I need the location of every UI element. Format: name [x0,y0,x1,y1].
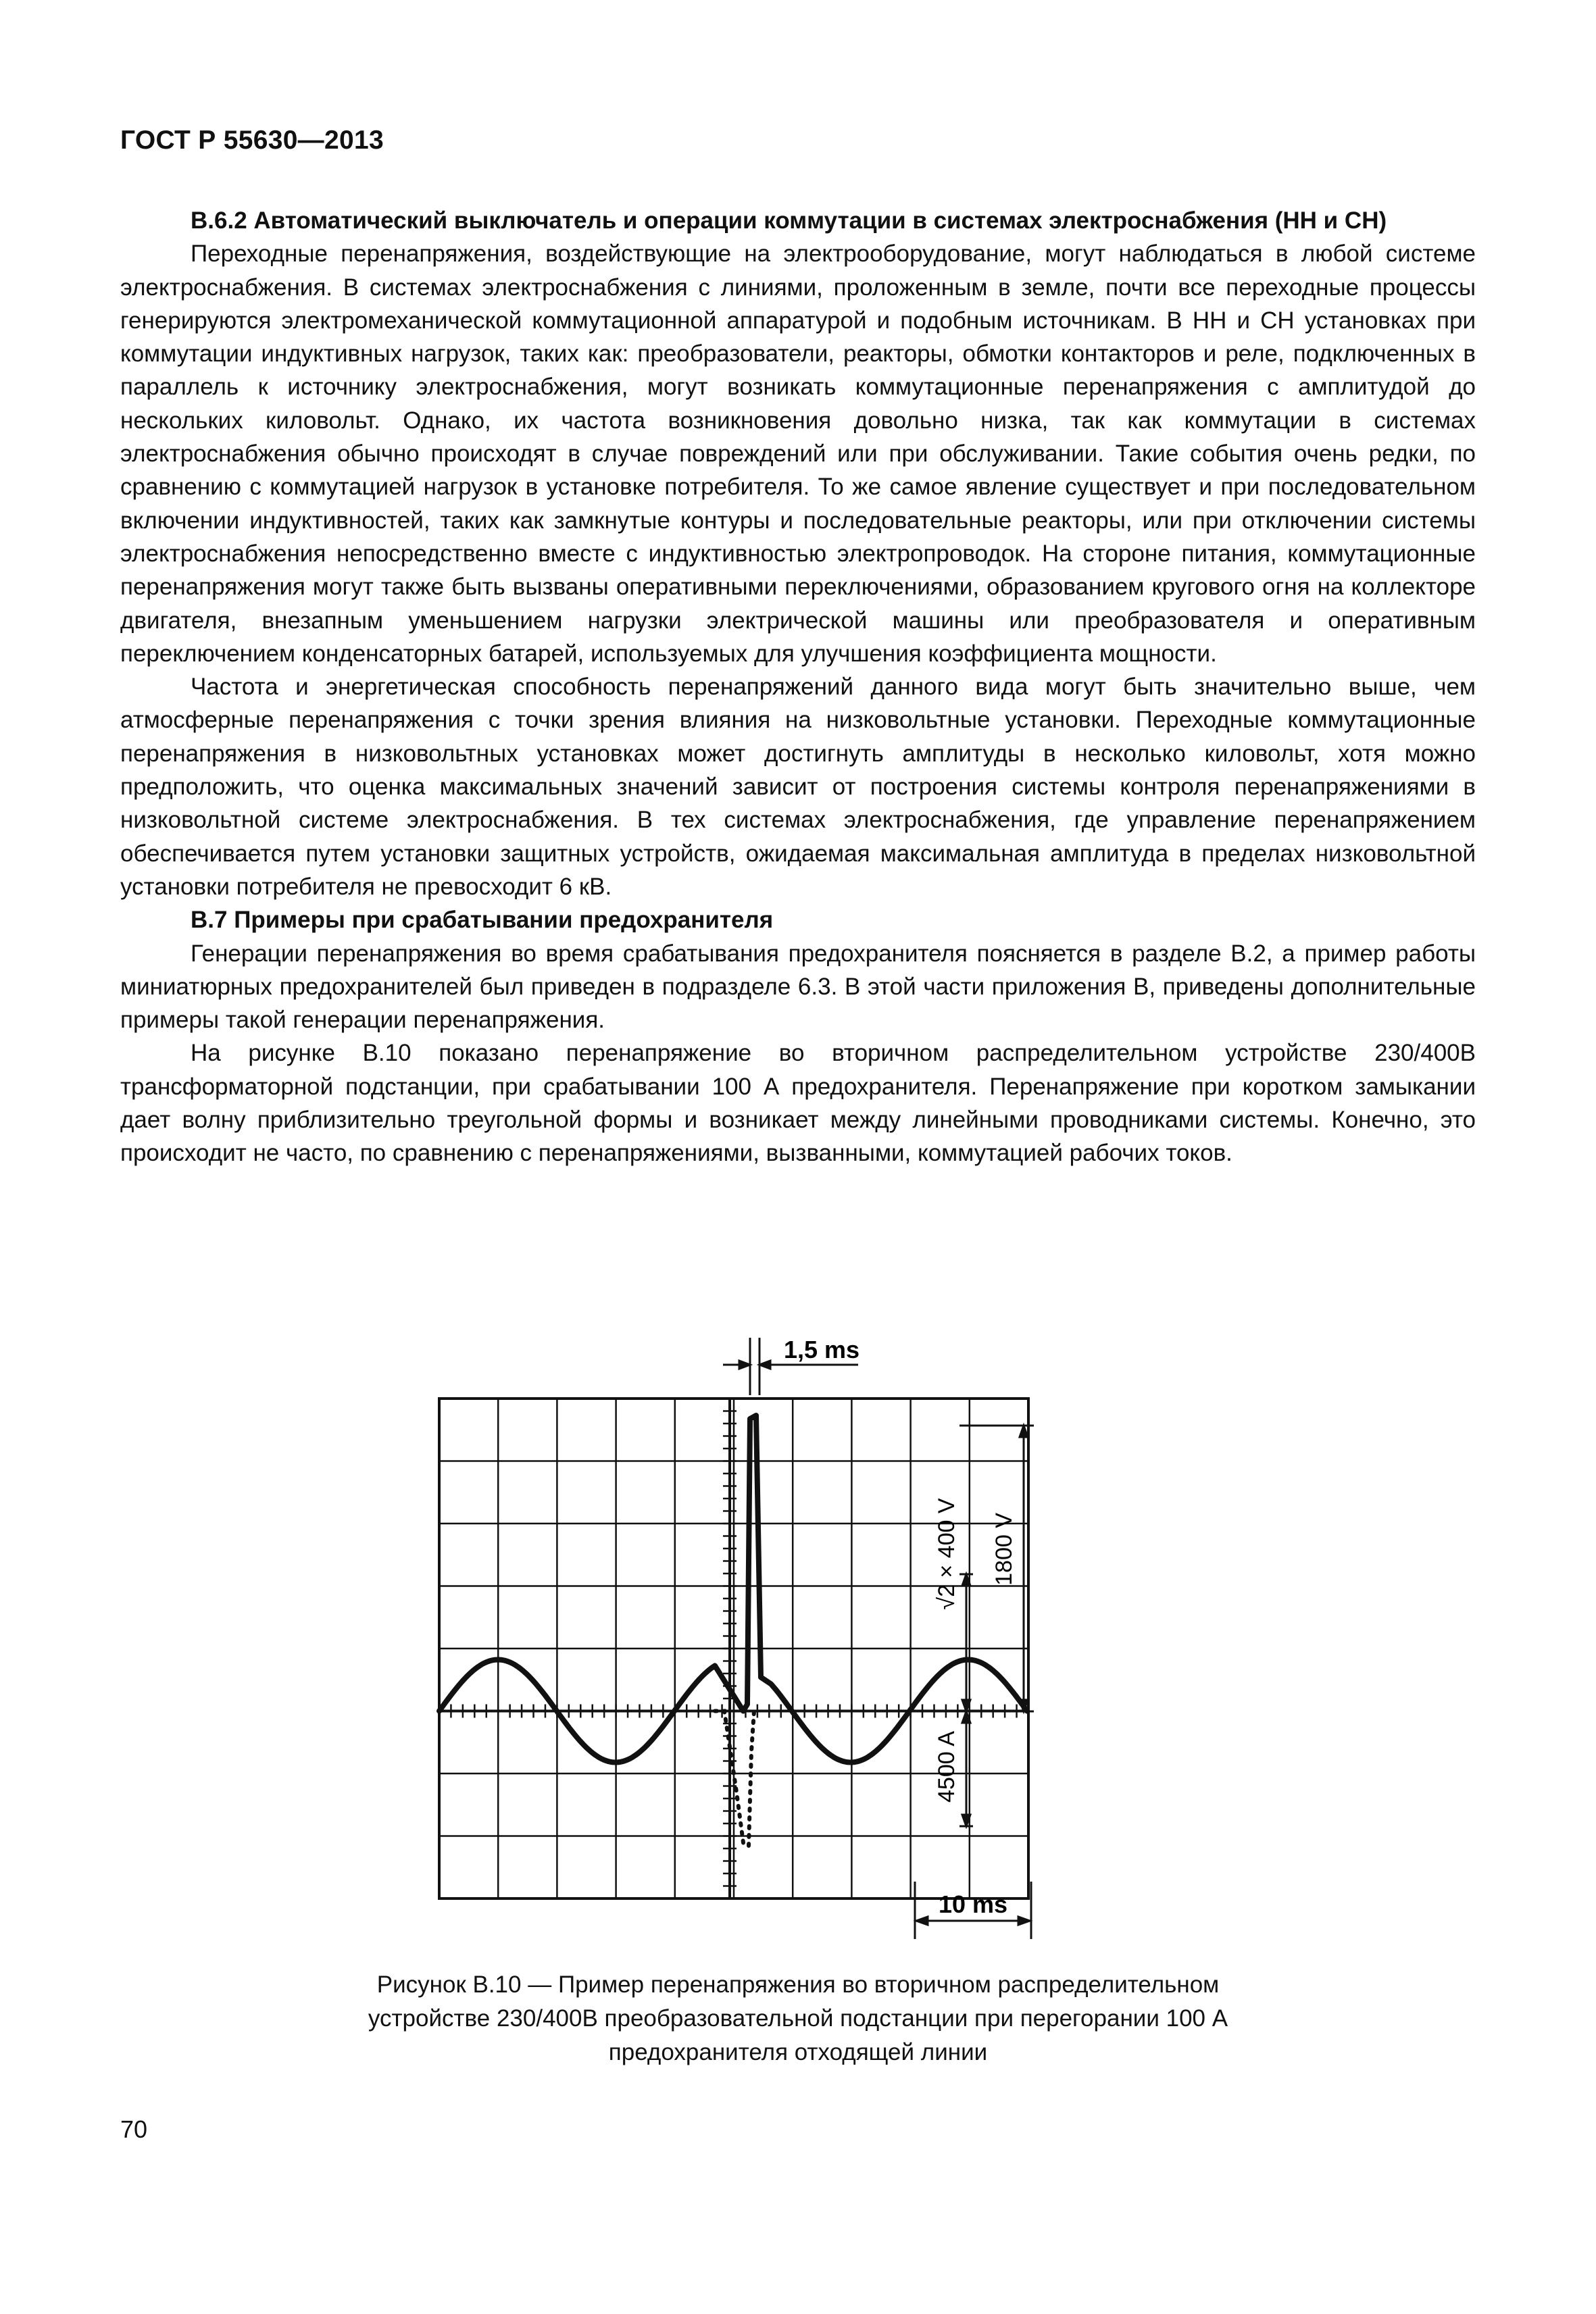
paragraph: На рисунке В.10 показано перенапряжение во вторичном распределительном устройстве 230/400В трансформаторной подстанции, при срабатывании 100 А предохранителя. Перенапряжение при коротком замыкании дает волну приблизительно треугольной формы и возникает между линейными проводниками системы. Конечно, это происходит не часто, по сравнению с перенапряжениями, вызванными, коммутацией рабочих токов. [120,1040,1476,1167]
current-label: 4500 A [934,1731,959,1803]
paragraph: Частота и энергетическая способность перенапряжений данного вида могут быть значительно выше, чем атмосферные перенапряжения с точки зрения влияния на низковольтные установки. Переходные коммутационные перенапряжения в низковольтных установках может достигнуть амплитуды в несколько киловольт, хотя можно предположить, что оценка максимальных значений зависит от построения системы контроля перенапряжениями в низковольтной системе электроснабжения. В тех системах электроснабжения, где управление перенапряжением обеспечивается путем установки защитных устройств, ожидаемая максимальная амплитуда в пределах низковольтной установки потребителя не превосходит 6 кВ. [120,674,1476,900]
oscillogram-svg [405,1328,1155,1936]
document-header: ГОСТ Р 55630—2013 [120,126,384,155]
paragraph: Переходные перенапряжения, воздействующие на электрооборудование, могут наблюдаться в любой системе электроснабжения. В системах электроснабжения с линиями, проложенным в земле, почти все переходные процессы генерируются электромеханической коммутационной аппаратурой и подобным источникам. В НН и СН установках при коммутации индуктивных нагрузок, таких как: преобразователи, реакторы, обмотки контакторов и реле, подключенных в параллель к источнику электроснабжения, могут возникать коммутационные перенапряжения с амплитудой до нескольких киловольт. Однако, их частота возникновения довольно низка, так как коммутации в системах электроснабжения обычно происходят в случае повреждений или при обслуживании. Такие события очень редки, по сравнению с коммутацией нагрузок в установке потребителя. То же самое явление существует и при последовательном включении индуктивностей, таких как замкнутые контуры и последовательные реакторы, или при отключении системы электроснабжения непосредственно вместе с индуктивностью электропроводок. На стороне питания, коммутационные перенапряжения могут также быть вызваны оперативными переключениями, образованием кругового огня на коллекторе двигателя, внезапным уменьшением нагрузки электрической машины или преобразователя и оперативным переключением конденсаторных батарей, используемых для улучшения коэффициента мощности. [120,241,1476,667]
caption-line: Рисунок В.10 — Пример перенапряжения во вторичном распределительном [376,1971,1220,1998]
voltage-amplitude-label: √2 × 400 V [934,1498,959,1610]
caption-line: предохранителя отходящей линии [608,2039,988,2065]
pulse-width-label: 1,5 ms [784,1336,860,1363]
paragraph: Генерации перенапряжения во время срабатывания предохранителя поясняется в разделе В.2, а пример работы миниатюрных предохранителей был приведен в подразделе 6.3. В этой части приложения В, приведены дополнительные примеры такой генерации перенапряжения. [120,940,1476,1034]
section-heading-b7: В.7 Примеры при срабатывании предохранителя [191,907,774,934]
oscillogram-figure [405,1328,1155,1936]
peak-voltage-label: 1800 V [991,1513,1017,1586]
caption-line: устройстве 230/400В преобразовательной подстанции при перегорании 100 А [368,2005,1228,2032]
time-division-label: 10 ms [938,1890,1008,1918]
document-body [120,204,1476,1170]
voltage-dimension-lines [959,1426,1034,1826]
page-number: 70 [120,2115,148,2143]
figure-caption [270,1968,1326,2069]
section-heading-b62: В.6.2 Автоматический выключатель и операции коммутации в системах электроснабжения (НН и СН) [191,207,1387,234]
